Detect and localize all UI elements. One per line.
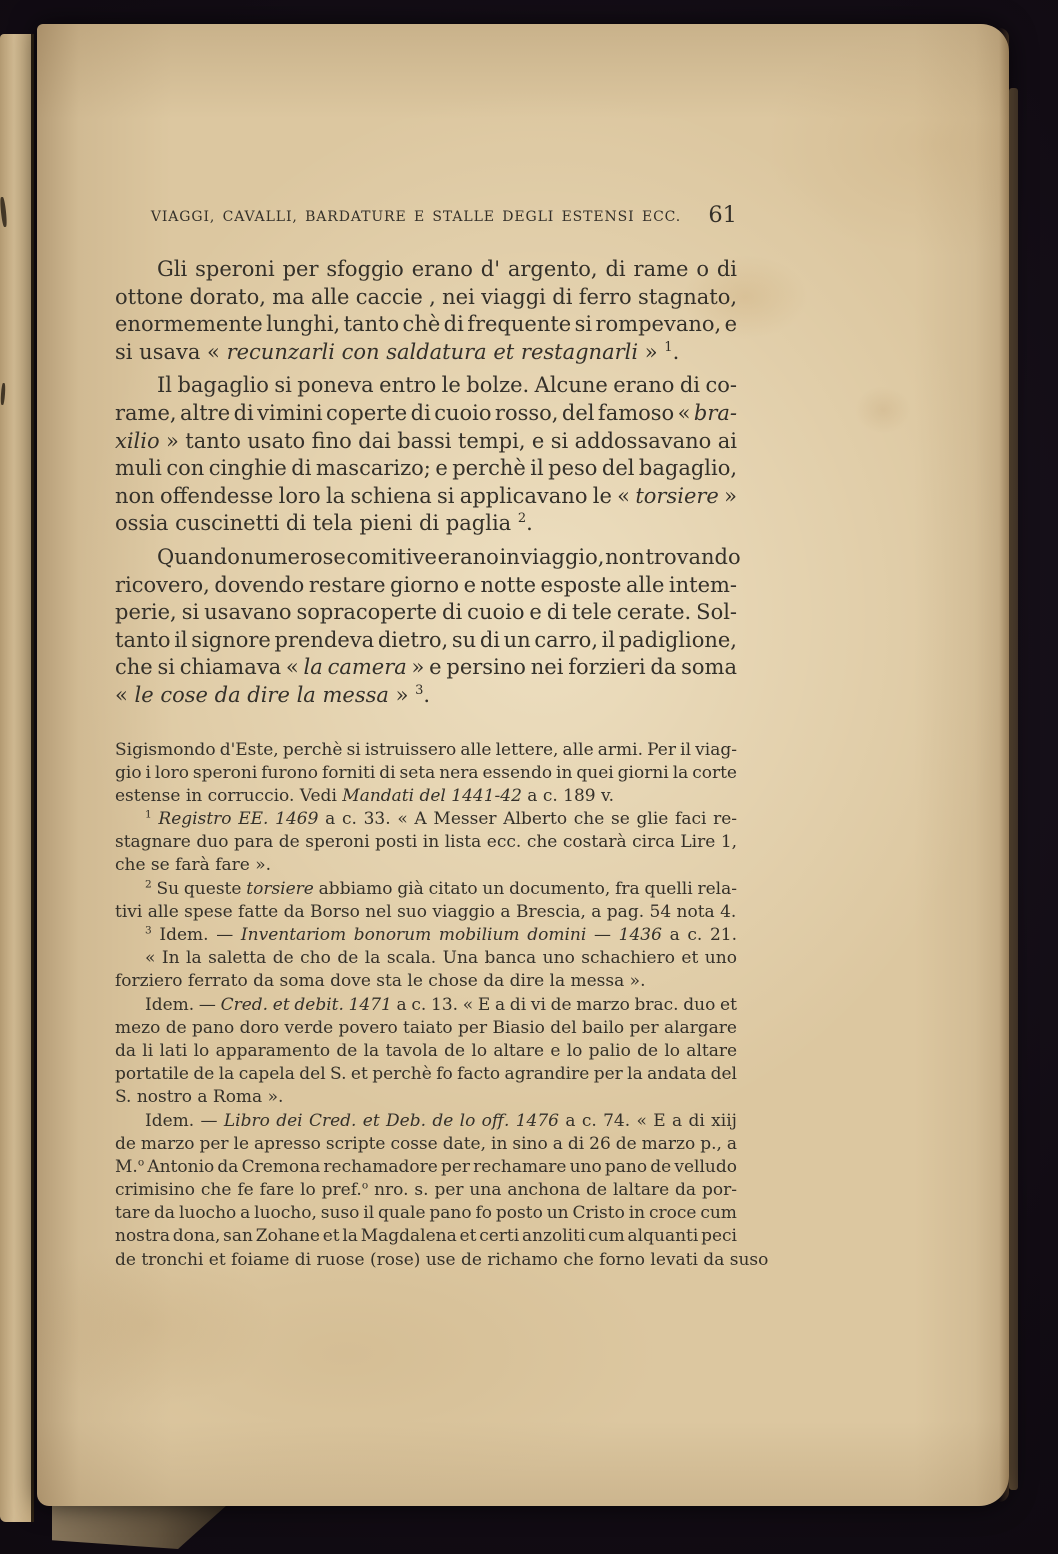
text-line: ossia cuscinetti di tela pieni di paglia $^2$. [115, 511, 533, 536]
footnote-line: S. nostro a Roma ». [115, 1087, 284, 1108]
page-header [115, 204, 737, 231]
footnote-line: $^1$ Registro EE. 1469 a c. 33. « A Messer Alberto che se glie faci re- [145, 808, 738, 830]
footnote-line: nostra dona, san Zohane et la Magdalena et certi anzoliti cum alquanti peci [115, 1226, 737, 1247]
footnote-line: portatile de la capela del S. et perchè fo facto agrandire per la andata del [115, 1064, 737, 1085]
text-line: ottone dorato, ma alle caccie , nei viaggi di ferro stagnato, [115, 284, 738, 309]
book-page [37, 24, 1009, 1506]
footnote-line: « In la saletta de cho de la scala. Una banca uno schachiero et uno [145, 948, 737, 969]
main-text [115, 256, 741, 710]
footnote-line: gio i loro speroni furono forniti di seta nera essendo in quei giorni la corte [115, 762, 737, 783]
footnote-line: crimisino che fe fare lo pref.$^o$ nro. s. per una anchona de laltare da por- [115, 1179, 737, 1201]
text-line: tanto il signore prendeva dietro, su di un carro, il padiglione, [115, 627, 737, 652]
footnote-line: M.$^o$ Antonio da Cremona rechamadore per rechamare uno pano de velludo [115, 1156, 737, 1177]
text-line: « le cose da dire la messa » $^3$. [115, 682, 431, 707]
text-line: Il bagaglio si poneva entro le bolze. Alcune erano di co- [157, 373, 737, 398]
text-line: Gli speroni per sfoggio erano d' argento, di rame o di [157, 257, 738, 281]
footnote-line: stagnare duo para de speroni posti in lista ecc. che costarà circa Lire 1, [115, 832, 738, 853]
footnote-line: che se farà fare ». [115, 855, 272, 876]
text-line: Quando numerose comitive erano in viaggio, non trovando [157, 544, 741, 569]
footnote-line: de marzo per le apresso scripte cosse date, in sino a di 26 de marzo p., a [115, 1133, 738, 1154]
footnote-line: de tronchi et foiame di ruose (rose) use de richamo che forno levati da suso [115, 1249, 769, 1270]
footnote-line: mezo de pano doro verde povero taiato per Biasio del bailo per alargare [115, 1017, 737, 1038]
footnote-line: Idem. — Cred. et debit. 1471 a c. 13. « E a di vi de marzo brac. duo et [145, 994, 737, 1015]
page-stack-edge [1009, 88, 1018, 1490]
page-content [115, 24, 769, 1506]
footnote-line: $^2$ Su queste torsiere abbiamo già citato un documento, fra quelli rela- [145, 877, 737, 899]
footnote-line: Idem. — Libro dei Cred. et Deb. de lo off. 1476 a c. 74. « E a di xiij [145, 1110, 737, 1131]
text-line: ricovero, dovendo restare giorno e notte esposte alle intem- [115, 572, 738, 597]
text-line: rame, altre di vimini coperte di cuoio rosso, del famoso « bra- [115, 400, 737, 425]
text-line: enormemente lunghi, tanto chè di frequente si rompevano, e [115, 312, 737, 337]
footnote-line: tivi alle spese fatte da Borso nel suo viaggio a Brescia, a pag. 54 nota 4. [115, 901, 737, 922]
footnote-line: forziero ferrato da soma dove sta le chose da dire la messa ». [115, 971, 646, 992]
under-pages-edge [52, 1505, 227, 1549]
footnote-line: Sigismondo d'Este, perchè si istruissero alle lettere, alle armi. Per il viag- [115, 739, 737, 760]
footnote-line: da li lati lo apparamento de la tavola de lo altare e lo palio de lo altare [115, 1040, 738, 1061]
text-line: non offendesse loro la schiena si applicavano le « torsiere » [115, 483, 737, 508]
footnotes-section [115, 739, 769, 1272]
text-line: perie, si usavano sopracoperte di cuoio e di tele cerate. Sol- [115, 600, 738, 625]
text-line: muli con cinghie di mascarizo; e perchè il peso del bagaglio, [115, 456, 738, 481]
page-number: 61 [708, 202, 737, 228]
footnote-line: $^3$ Idem. — Inventariom bonorum mobilium domini — 1436 a c. 21. [145, 924, 738, 945]
text-line: si usava « recunzarli con saldatura et restagnarli » $^1$. [115, 339, 680, 364]
previous-page-edge [0, 34, 34, 1522]
footnote-line: estense in corruccio. Vedi Mandati del 1441-42 a c. 189 v. [115, 785, 615, 806]
text-line: che si chiamava « la camera » e persino nei forzieri da soma [115, 655, 737, 680]
footnote-line: tare da luocho a luocho, suso il quale pano fo posto un Cristo in croce cum [115, 1203, 737, 1224]
text-line: xilio » tanto usato fino dai bassi tempi, e si addossavano ai [115, 428, 737, 453]
running-title: VIAGGI, CAVALLI, BARDATURE E STALLE DEGLI ESTENSI ECC. [150, 209, 682, 225]
